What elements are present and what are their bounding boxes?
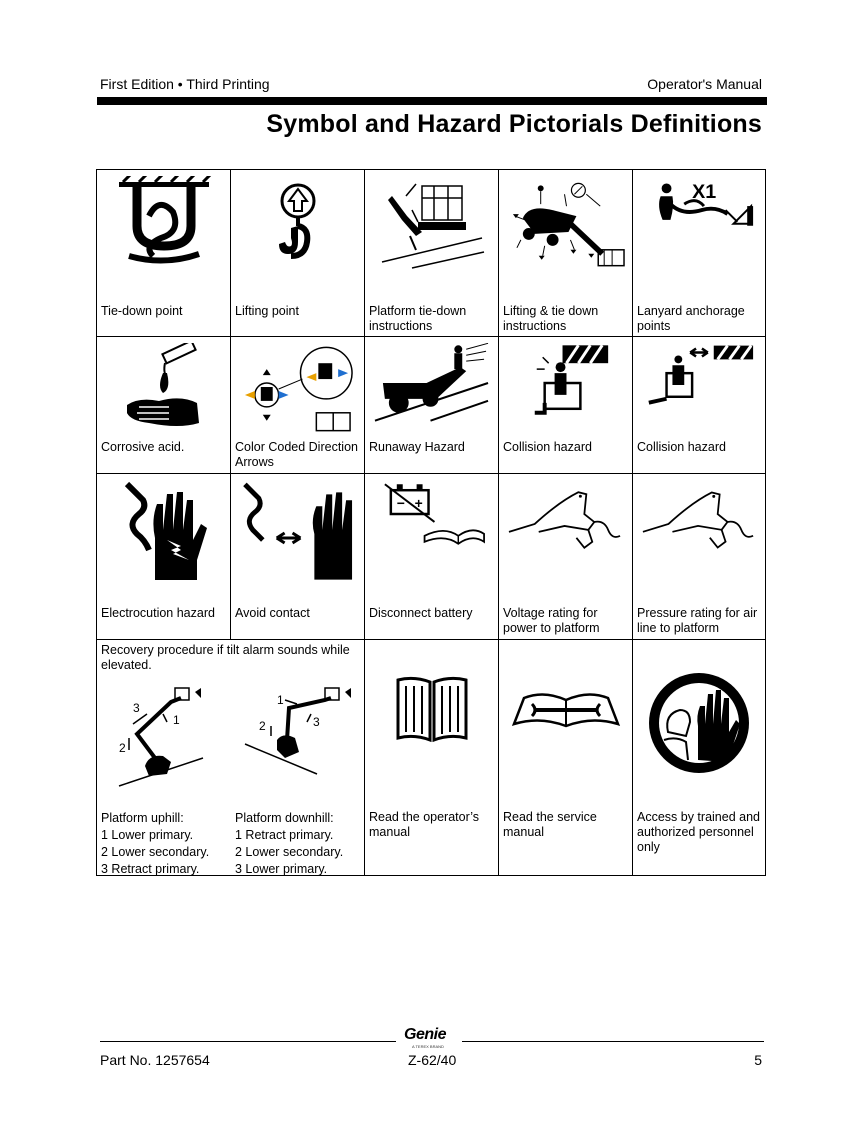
svg-text:+: +: [414, 495, 423, 512]
pictorial-label: Access by trained and authorized personnel only: [637, 810, 760, 854]
platform-uphill-icon: [111, 678, 221, 793]
disconnect-battery-icon: [371, 480, 492, 550]
pictorial-cell: [96, 336, 230, 473]
collision-hazard-icon: [505, 343, 626, 428]
pictorial-cell: [364, 639, 498, 876]
svg-text:1: 1: [277, 693, 284, 707]
genie-logo: Genie: [404, 1026, 446, 1043]
pictorial-label: Platform tie-down instructions: [369, 304, 467, 333]
downhill-title: Platform downhill:: [235, 811, 334, 825]
pictorial-label: Collision hazard: [503, 440, 592, 454]
pressure-rating-icon: [639, 480, 759, 560]
pictorial-label: Disconnect battery: [369, 606, 473, 620]
pictorial-cell: [498, 639, 632, 876]
voltage-rating-icon: [505, 480, 626, 560]
pictorial-label: Color Coded Direction Arrows: [235, 440, 358, 469]
svg-text:2: 2: [259, 719, 266, 733]
pictorial-cell: [632, 336, 766, 473]
direction-arrows-icon: [237, 343, 358, 433]
downhill-step: 1 Retract primary.: [235, 828, 334, 842]
pictorial-label: Pressure rating for air line to platform: [637, 606, 758, 635]
page-number: 5: [754, 1052, 762, 1068]
pictorial-cell: [230, 473, 364, 639]
lanyard-anchorage-icon: [639, 176, 759, 246]
uphill-title: Platform uphill:: [101, 811, 184, 825]
svg-text:3: 3: [313, 715, 320, 729]
uphill-step: 2 Lower secondary.: [101, 845, 210, 859]
platform-uphill-steps: [101, 810, 231, 878]
svg-text:1: 1: [173, 713, 180, 727]
pictorial-label: Read the operator’s manual: [369, 810, 480, 839]
platform-downhill-icon: [241, 678, 365, 783]
footer-rule-left: [100, 1041, 396, 1042]
svg-text:−: −: [396, 495, 405, 512]
svg-text:3: 3: [133, 701, 140, 715]
pictorial-label: Read the service manual: [503, 810, 597, 839]
pictorial-label: Lanyard anchorage points: [637, 304, 745, 333]
pictorial-cell: [230, 169, 364, 336]
operators-manual-icon: [371, 674, 492, 746]
footer-model: Z-62/40: [408, 1052, 457, 1068]
table-row: [96, 169, 768, 336]
pictorial-cell: [632, 169, 766, 336]
svg-text:2: 2: [119, 741, 126, 755]
pictorial-cell: [96, 473, 230, 639]
recovery-procedure-cell: [96, 639, 364, 876]
pictorial-cell: [364, 336, 498, 473]
header-edition: First Edition • Third Printing: [100, 76, 270, 92]
pictorial-label: Collision hazard: [637, 440, 726, 454]
pictorial-cell: [364, 169, 498, 336]
pictorial-label: Voltage rating for power to platform: [503, 606, 600, 635]
header-rule: [97, 97, 767, 105]
footer-part-number: Part No. 1257654: [100, 1052, 210, 1068]
pictorials-table: [96, 169, 768, 876]
footer-rule-right: [462, 1041, 764, 1042]
pictorial-label: Lifting point: [235, 304, 299, 318]
collision-hazard-arrow-icon: [639, 343, 759, 423]
electrocution-hazard-icon: [103, 480, 224, 590]
genie-logo-tagline: A TEREX BRAND: [412, 1044, 444, 1049]
downhill-step: 2 Lower secondary.: [235, 845, 344, 859]
page-title: Symbol and Hazard Pictorials Definitions: [266, 110, 762, 138]
tie-down-icon: [103, 176, 224, 266]
lifting-hook-icon: [237, 176, 358, 266]
pictorial-cell: [498, 169, 632, 336]
corrosive-acid-icon: [103, 343, 224, 433]
runaway-hazard-icon: [371, 343, 492, 423]
service-manual-icon: [505, 688, 626, 734]
table-row: [96, 473, 768, 639]
avoid-contact-icon: [237, 480, 358, 590]
pictorial-cell: [230, 336, 364, 473]
pictorial-label: Lifting & tie down instructions: [503, 304, 599, 333]
pictorial-cell: [498, 473, 632, 639]
recovery-caption: Recovery procedure if tilt alarm sounds while elevated.: [101, 643, 350, 672]
header-manual-title: Operator's Manual: [647, 76, 762, 92]
downhill-step: 3 Lower primary.: [235, 862, 328, 876]
uphill-step: 3 Retract primary.: [101, 862, 200, 876]
pictorial-cell: [364, 473, 498, 639]
lifting-tie-down-icon: [505, 176, 626, 276]
pictorial-cell: [632, 639, 766, 876]
pictorial-label: Tie-down point: [101, 304, 183, 318]
platform-tie-down-icon: [371, 176, 492, 271]
uphill-step: 1 Lower primary.: [101, 828, 194, 842]
pictorial-label: Electrocution hazard: [101, 606, 215, 620]
table-row: [96, 639, 768, 876]
table-row: [96, 336, 768, 473]
pictorial-cell: [632, 473, 766, 639]
authorized-personnel-icon: [639, 670, 759, 776]
pictorial-cell: [498, 336, 632, 473]
pictorial-label: Runaway Hazard: [369, 440, 465, 454]
pictorial-label: Corrosive acid.: [101, 440, 185, 454]
pictorial-label: Avoid contact: [235, 606, 310, 620]
platform-downhill-steps: [235, 810, 365, 878]
pictorial-cell: [96, 169, 230, 336]
lanyard-x1-mark: X1: [692, 181, 717, 204]
